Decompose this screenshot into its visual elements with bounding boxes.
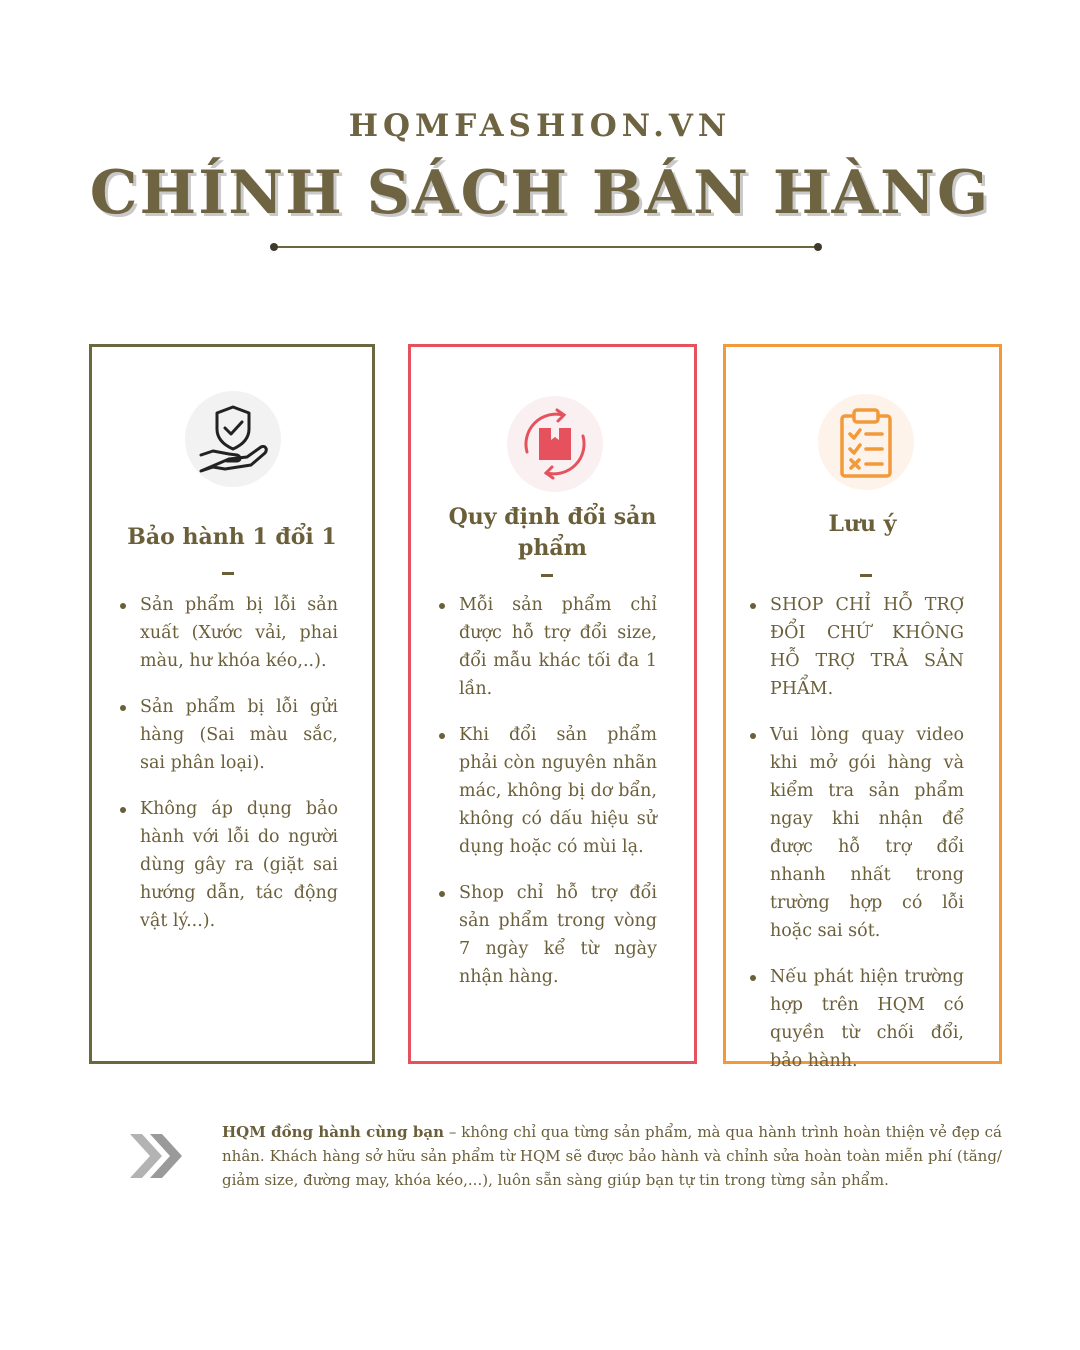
list-item: Khi đổi sản phẩm phải còn nguyên nhãn mác, không bị dơ bẩn, không có dấu hiệu sử dụng hoặc có mùi lạ. — [437, 721, 657, 861]
footer-note — [222, 1120, 1002, 1192]
title-divider — [274, 246, 818, 248]
list-item: Vui lòng quay video khi mở gói hàng và kiểm tra sản phẩm ngay khi nhận để được hỗ trợ đổi nhanh nhất trong trường hợp có lỗi hoặc sai sót. — [748, 721, 964, 945]
card-title: Lưu ý — [828, 511, 897, 537]
policy-card-notes — [723, 344, 1002, 1071]
list-item: Không áp dụng bảo hành với lỗi do người dùng gây ra (giặt sai hướng dẫn, tác động vật lý...). — [118, 795, 338, 935]
list-item: Shop chỉ hỗ trợ đổi sản phẩm trong vòng 7 ngày kể từ ngày nhận hàng. — [437, 879, 657, 991]
policy-card-warranty — [89, 344, 375, 1064]
shield-hand-icon — [185, 391, 281, 487]
list-item: Mỗi sản phẩm chỉ được hỗ trợ đổi size, đổi mẫu khác tối đa 1 lần. — [437, 591, 657, 703]
page-title: CHÍNH SÁCH BÁN HÀNG — [89, 158, 991, 228]
divider-dot-left — [270, 243, 278, 251]
title-dash — [860, 574, 872, 577]
list-item: Sản phẩm bị lỗi sản xuất (Xước vải, phai màu, hư khóa kéo,..). — [118, 591, 338, 675]
list-item: SHOP CHỈ HỖ TRỢ ĐỔI CHỨ KHÔNG HỖ TRỢ TRẢ SẢN PHẨM. — [748, 591, 964, 703]
footer-lead: HQM đồng hành cùng bạn — [222, 1123, 445, 1141]
card-items — [748, 591, 964, 1093]
double-chevron-right-icon — [126, 1130, 188, 1182]
exchange-box-icon — [507, 396, 603, 492]
list-item: Nếu phát hiện trường hợp trên HQM có quyền từ chối đổi, bảo hành. — [748, 963, 964, 1075]
list-item: Sản phẩm bị lỗi gửi hàng (Sai màu sắc, sai phân loại). — [118, 693, 338, 777]
divider-dot-right — [814, 243, 822, 251]
title-dash — [222, 572, 234, 575]
policy-card-exchange — [408, 344, 697, 1064]
card-title: Quy định đổi sản phẩm — [448, 504, 657, 561]
card-items — [437, 591, 657, 1009]
card-items — [118, 591, 338, 953]
footer-body: – không chỉ qua từng sản phẩm, mà qua hành trình hoàn thiện vẻ đẹp cá nhân. Khách hàng sở hữu sản phẩm từ HQM sẽ được bảo hành và chỉnh sửa hoàn toàn miễn phí (tăng/ giảm size, đường may, khóa kéo,...), luôn sẵn sàng giúp bạn tự tin trong từng sản phẩm. — [222, 1123, 1002, 1189]
brand-name: HQMFASHION.VN — [348, 108, 732, 144]
clipboard-checklist-icon — [818, 394, 914, 490]
card-title: Bảo hành 1 đổi 1 — [127, 524, 337, 550]
title-dash — [541, 574, 553, 577]
